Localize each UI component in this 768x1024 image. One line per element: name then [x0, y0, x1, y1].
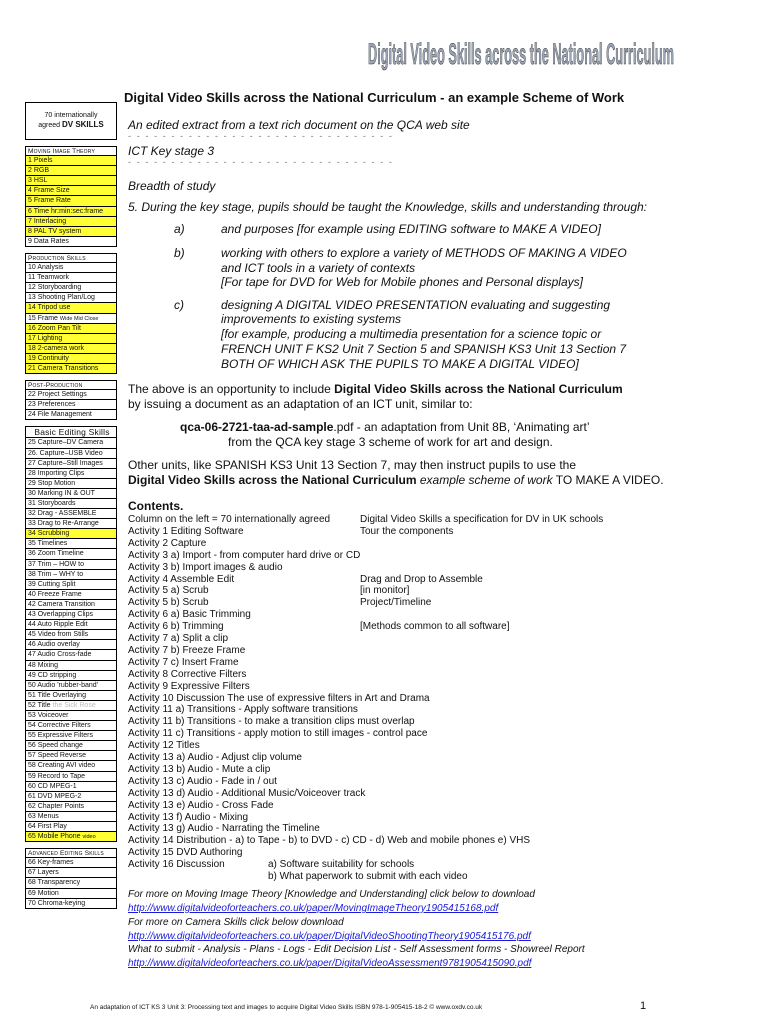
- sidebar-skill-item: [25, 549, 117, 559]
- sidebar-skill-item: [25, 681, 117, 691]
- other-units-bold: Digital Video Skills across the National Curriculum: [128, 473, 417, 487]
- contents-item: Activity 7 b) Freeze Frame: [128, 644, 246, 656]
- item-c-line2: improvements to existing systems: [221, 312, 402, 326]
- other-units-line1: Other units, like SPANISH KS3 Unit 13 Section 7, may then instruct pupils to use the: [128, 458, 576, 472]
- opportunity-line2: by issuing a document as an adaptation of an ICT unit, similar to:: [128, 397, 473, 411]
- sidebar-header-bold: DV SKILLS: [61, 120, 104, 129]
- item-a-label: a): [174, 222, 185, 236]
- qca-line1: [180, 420, 590, 434]
- item-b-line3: [For tape for DVD for Web for Mobile phones and Personal displays]: [221, 275, 583, 289]
- qca-filename: qca-06-2721-taa-ad-sample: [180, 420, 334, 434]
- sidebar-skill-label: 46 Audio overlay: [28, 641, 80, 649]
- sidebar-section-title: Post-Production: [25, 380, 117, 390]
- contents-item: Activity 7 a) Split a clip: [128, 633, 229, 644]
- sidebar-skill-label: 44 Auto Ripple Edit: [28, 621, 88, 629]
- sidebar-skill-label: 35 Timelines: [28, 540, 68, 548]
- sidebar-skill-label: 65 Mobile Phone: [28, 833, 81, 841]
- logo: [366, 34, 678, 74]
- sidebar-skill-label: 34 Scrubbing: [28, 530, 70, 538]
- sidebar-skill-item: [25, 661, 117, 671]
- item-c-line5: BOTH OF WHICH ASK THE PUPILS TO MAKE A DIGITAL VIDEO]: [221, 357, 579, 371]
- sidebar-skill-label: 57 Speed Reverse: [28, 752, 86, 760]
- sidebar-skill-label: 63 Menus: [28, 812, 59, 820]
- contents-item-note: [Methods common to all software]: [360, 621, 510, 633]
- contents-item: Activity 13 f) Audio - Mixing: [128, 811, 249, 823]
- item-c-line4: FRENCH UNIT F KS2 Unit 7 Section 5 and SPANISH KS3 Unit 13 Section 7: [221, 342, 627, 356]
- other-units-line2: [128, 473, 664, 487]
- contents-item: Activity 7 c) Insert Frame: [128, 656, 239, 668]
- sidebar-skill-item: [25, 176, 117, 186]
- sidebar-skill-label: 49 CD stripping: [28, 671, 77, 679]
- sidebar-header: [25, 102, 117, 140]
- sidebar-skill-label: 55 Expressive Filters: [28, 732, 93, 740]
- sidebar-skill-item: [25, 620, 117, 630]
- dash-divider-1: - - - - - - - - - - - - - - - - - - - - - - - - - - - - - - -: [128, 131, 394, 141]
- sidebar-skill-item: [25, 410, 117, 420]
- contents-item: Activity 13 d) Audio - Additional Music/Voiceover track: [128, 787, 366, 799]
- sidebar-skill-item: [25, 314, 117, 324]
- contents-item: Activity 5 a) Scrub: [128, 585, 209, 597]
- sidebar-skill-label: 62 Chapter Points: [28, 802, 85, 810]
- sidebar-skill-item: [25, 509, 117, 519]
- sidebar-skill-label: 67 Layers: [28, 869, 59, 877]
- sidebar-skill-label: 38 Trim – WHY to: [28, 570, 84, 578]
- contents-item: Activity 1 Editing Software: [128, 525, 244, 537]
- other-units-italic: example scheme of work: [416, 473, 553, 487]
- point-5-text: 5. During the key stage, pupils should be taught the Knowledge, skills and understanding through:: [128, 200, 648, 214]
- contents-item-sub: b) What paperwork to submit with each video: [268, 871, 468, 882]
- sidebar-skill-item: [25, 751, 117, 761]
- sidebar-skill-label: 24 File Management: [28, 411, 92, 419]
- sidebar-section-title: Basic Editing Skills: [25, 426, 117, 438]
- sidebar-skill-extra: Wide Mid Close: [59, 315, 99, 322]
- sidebar-skill-item: [25, 671, 117, 681]
- contents-item: Activity 13 b) Audio - Mute a clip: [128, 763, 271, 775]
- sidebar-skill-label: 16 Zoom Pan Tilt: [28, 324, 81, 332]
- contents-item: Activity 11 c) Transitions - apply motion to still images - control pace: [128, 728, 428, 740]
- sidebar-skill-label: 30 Marking IN & OUT: [28, 489, 95, 497]
- sidebar-skill-item: [25, 812, 117, 822]
- sidebar-skill-item: [25, 499, 117, 509]
- sidebar-skill-item: [25, 868, 117, 878]
- sidebar-skill-label: 58 Creating AVI video: [28, 762, 96, 770]
- opportunity-pre: The above is an opportunity to include: [128, 382, 335, 396]
- sidebar-skill-label: 21 Camera Transitions: [28, 364, 99, 372]
- sidebar-skill-item: [25, 832, 117, 842]
- sidebar-skill-label: 27 Capture–Still Images: [28, 459, 103, 467]
- dv-skills-sidebar: [25, 102, 117, 909]
- sidebar-skill-label: 11 Teamwork: [28, 274, 69, 282]
- contents-item: Activity 11 b) Transitions - to make a transition clips must overlap: [128, 716, 415, 728]
- sidebar-skill-item: [25, 691, 117, 701]
- sidebar-skill-label: 42 Camera Transition: [28, 600, 95, 608]
- sidebar-skill-item: [25, 303, 117, 313]
- opportunity-line1: [128, 382, 623, 396]
- sidebar-skill-label: 8 PAL TV system: [28, 227, 82, 235]
- sidebar-skill-label: 9 Data Rates: [28, 237, 69, 245]
- contents-item: Activity 15 DVD Authoring: [128, 847, 243, 859]
- contents-item-sub: a) Software suitability for schools: [268, 859, 415, 871]
- sidebar-skill-label: 17 Lighting: [28, 334, 63, 342]
- sidebar-skill-label: 5 Frame Rate: [28, 197, 71, 205]
- sidebar-skill-label: 47 Audio Cross-fade: [28, 651, 92, 659]
- sidebar-skill-item: [25, 721, 117, 731]
- sidebar-skill-item: [25, 772, 117, 782]
- contents-item: Activity 8 Corrective Filters: [128, 668, 247, 680]
- sidebar-skill-item: [25, 273, 117, 283]
- contents-item: Activity 13 a) Audio - Adjust clip volume: [128, 752, 302, 763]
- sidebar-skill-item: [25, 792, 117, 802]
- contents-item: Activity 12 Titles: [128, 740, 200, 752]
- qca-line2: from the QCA key stage 3 scheme of work for art and design.: [228, 435, 553, 449]
- contents-item: Activity 10 Discussion The use of expressive filters in Art and Drama: [128, 692, 430, 704]
- contents-item: Activity 13 c) Audio - Fade in / out: [128, 775, 277, 787]
- contents-item-note: Tour the components: [360, 525, 454, 537]
- sidebar-skill-item: [25, 156, 117, 166]
- sidebar-skill-label: 39 Cutting Split: [28, 580, 76, 588]
- sidebar-skill-item: [25, 741, 117, 751]
- sidebar-skill-label: 50 Audio 'rubber-band': [28, 681, 99, 689]
- contents-item: Activity 16 Discussion: [128, 859, 225, 871]
- sidebar-skill-item: [25, 390, 117, 400]
- sidebar-skill-item: [25, 196, 117, 206]
- sidebar-skill-item: [25, 519, 117, 529]
- opportunity-bold: Digital Video Skills across the National Curriculum: [334, 382, 623, 396]
- sidebar-skill-label: 52 Title: [28, 701, 51, 709]
- sidebar-skill-label: 43 Overlapping Clips: [28, 611, 93, 619]
- sidebar-skill-item: [25, 802, 117, 812]
- sidebar-skill-item: [25, 479, 117, 489]
- sidebar-skill-label: 10 Analysis: [28, 264, 64, 272]
- contents-item: Activity 3 b) Import images & audio: [128, 561, 283, 573]
- sidebar-skill-item: [25, 217, 117, 227]
- contents-item: Activity 4 Assemble Edit: [128, 573, 235, 585]
- sidebar-skill-item: [25, 570, 117, 580]
- sidebar-section-title: Advanced Editing Skills: [25, 848, 117, 858]
- sidebar-skill-label: 68 Transparency: [28, 879, 81, 887]
- sidebar-skill-item: [25, 469, 117, 479]
- link-shooting-theory[interactable]: http://www.digitalvideoforteachers.co.uk/paper/DigitalVideoShootingTheory1905415176.pdf: [128, 931, 531, 942]
- sidebar-skill-item: [25, 227, 117, 237]
- sidebar-skill-label: 70 Chroma-keying: [28, 899, 86, 907]
- sidebar-skill-label: 36 Zoom Timeline: [28, 550, 84, 558]
- sidebar-section-title: Moving Image Theory: [25, 146, 117, 156]
- sidebar-skill-item: [25, 650, 117, 660]
- breadth-text: Breadth of study: [128, 179, 216, 193]
- sidebar-skill-label: 59 Record to Tape: [28, 772, 86, 780]
- sidebar-skill-label: 60 CD MPEG-1: [28, 782, 77, 790]
- sidebar-skill-extra: video: [82, 834, 96, 841]
- sidebar-skill-label: 32 Drag - ASSEMBLE: [28, 510, 97, 518]
- logo-text: Digital Video Skills across the National Curriculum: [368, 38, 674, 71]
- sidebar-skill-item: [25, 263, 117, 273]
- sidebar-skill-item: [25, 344, 117, 354]
- more-camera-skills: For more on Camera Skills click below download: [128, 917, 344, 928]
- sidebar-skill-label: 23 Preferences: [28, 401, 76, 409]
- sidebar-skill-item: [25, 438, 117, 448]
- keystage-text: ICT Key stage 3: [128, 144, 215, 158]
- sidebar-skill-item: [25, 899, 117, 909]
- sidebar-skill-item: [25, 731, 117, 741]
- item-a-text: and purposes [for example using EDITING software to MAKE A VIDEO]: [221, 222, 601, 236]
- sidebar-skill-dim: the Sick Rose: [52, 701, 96, 709]
- sidebar-skill-item: [25, 539, 117, 549]
- sidebar-skill-item: [25, 782, 117, 792]
- sidebar-skill-label: 69 Motion: [28, 889, 59, 897]
- sidebar-skill-label: 3 HSL: [28, 177, 48, 185]
- sidebar-skill-label: 61 DVD MPEG-2: [28, 792, 82, 800]
- contents-item-note: Digital Video Skills a specification for DV in UK schools: [360, 514, 604, 525]
- sidebar-skill-item: [25, 711, 117, 721]
- sidebar-skill-item: [25, 459, 117, 469]
- item-c-label: c): [174, 298, 184, 312]
- sidebar-skill-label: 4 Frame Size: [28, 187, 70, 195]
- sidebar-skill-label: 19 Continuity: [28, 354, 69, 362]
- contents-item: Activity 6 b) Trimming: [128, 621, 224, 633]
- sidebar-skill-label: 64 First Play: [28, 823, 67, 830]
- page-title: Digital Video Skills across the National Curriculum - an example Scheme of Work: [124, 90, 625, 105]
- sidebar-skill-item: [25, 449, 117, 459]
- sidebar-skill-item: [25, 334, 117, 344]
- sidebar-skill-item: [25, 858, 117, 868]
- contents-item: Column on the left = 70 internationally agreed: [128, 514, 331, 525]
- intro-text: An edited extract from a text rich document on the QCA web site: [128, 118, 470, 132]
- contents-item-note: [in monitor]: [360, 585, 410, 597]
- sidebar-skill-label: 7 Interlacing: [28, 217, 67, 225]
- item-b-label: b): [174, 246, 185, 260]
- sidebar-skill-label: 66 Key-frames: [28, 859, 74, 867]
- sidebar-skill-item: [25, 580, 117, 590]
- sidebar-skill-item: [25, 878, 117, 888]
- sidebar-skill-item: [25, 822, 117, 832]
- sidebar-skill-item: [25, 324, 117, 334]
- sidebar-skill-label: 45 Video from Stills: [28, 631, 89, 639]
- sidebar-skill-item: [25, 166, 117, 176]
- contents-item: Activity 14 Distribution - a) to Tape - b) to DVD - c) CD - d) Web and mobile phones e) VHS: [128, 835, 531, 847]
- sidebar-skill-label: 22 Project Settings: [28, 391, 87, 399]
- sidebar-skill-label: 29 Stop Motion: [28, 479, 76, 487]
- sidebar-skill-item: [25, 529, 117, 539]
- contents-item-note: Project/Timeline: [360, 597, 432, 609]
- sidebar-skill-item: [25, 640, 117, 650]
- sidebar-skill-item: [25, 701, 117, 711]
- sidebar-skill-label: 18 2-camera work: [28, 344, 85, 352]
- sidebar-skill-item: [25, 761, 117, 771]
- sidebar-skill-label: 13 Shooting Plan/Log: [28, 294, 95, 302]
- sidebar-skill-label: 40 Freeze Frame: [28, 590, 82, 598]
- sidebar-skill-label: 31 Storyboards: [28, 500, 76, 507]
- sidebar-skill-item: [25, 237, 117, 247]
- sidebar-skill-label: 14 Tripod use: [28, 304, 71, 312]
- sidebar-section-title: Production Skills: [25, 253, 117, 263]
- sidebar-skill-label: 28 Importing Clips: [28, 469, 85, 477]
- sidebar-skill-label: 56 Speed change: [28, 742, 83, 750]
- sidebar-skill-label: 54 Corrective Filters: [28, 722, 91, 730]
- sidebar-skill-item: [25, 207, 117, 217]
- sidebar-header-line1: 70 internationally: [44, 112, 98, 119]
- sidebar-skill-item: [25, 590, 117, 600]
- qca-rest: .pdf - an adaptation from Unit 8B, ‘Animating art’: [333, 420, 590, 434]
- sidebar-skill-item: [25, 400, 117, 410]
- sidebar-skill-item: [25, 354, 117, 364]
- page-number: 1: [640, 1000, 647, 1012]
- sidebar-skill-item: [25, 600, 117, 610]
- more-moving-image: For more on Moving Image Theory [Knowledge and Understanding] click below to download: [128, 889, 535, 900]
- contents-item: Activity 6 a) Basic Trimming: [128, 609, 251, 621]
- contents-item: Activity 3 a) Import - from computer hard drive or CD: [128, 549, 361, 561]
- contents-title: Contents.: [128, 499, 184, 513]
- sidebar-skill-label: 1 Pixels: [28, 157, 53, 165]
- sidebar-skill-label: 37 Trim – HOW to: [28, 560, 85, 568]
- sidebar-skill-item: [25, 610, 117, 620]
- sidebar-skill-item: [25, 630, 117, 640]
- sidebar-skill-label: 2 RGB: [28, 167, 50, 175]
- sidebar-skill-label: 53 Voiceover: [28, 711, 69, 719]
- contents-item: Activity 5 b) Scrub: [128, 597, 209, 609]
- sidebar-skill-item: [25, 489, 117, 499]
- sidebar-skill-label: 15 Frame: [28, 314, 58, 322]
- item-b-line1: working with others to explore a variety of METHODS OF MAKING A VIDEO: [221, 246, 627, 260]
- item-b-line2: and ICT tools in a variety of contexts: [221, 261, 416, 275]
- sidebar-skill-item: [25, 186, 117, 196]
- sidebar-skill-item: [25, 364, 117, 374]
- item-c-line1: designing A DIGITAL VIDEO PRESENTATION evaluating and suggesting: [221, 298, 611, 312]
- sidebar-skill-label: 12 Storyboarding: [28, 284, 82, 292]
- contents-item: Activity 11 a) Transitions - Apply software transitions: [128, 704, 358, 716]
- sidebar-skill-label: 25 Capture–DV Camera: [28, 439, 104, 447]
- sidebar-header-line2: agreed: [38, 122, 61, 129]
- contents-item: Activity 13 e) Audio - Cross Fade: [128, 799, 274, 811]
- sidebar-skill-label: 33 Drag to Re-Arrange: [28, 520, 99, 528]
- contents-item: Activity 2 Capture: [128, 537, 207, 549]
- contents-item: Activity 13 g) Audio - Narrating the Timeline: [128, 823, 320, 835]
- sidebar-skill-label: 26. Capture–USB Video: [28, 449, 103, 457]
- contents-item-note: Drag and Drop to Assemble: [360, 573, 483, 585]
- contents-item: Activity 9 Expressive Filters: [128, 680, 250, 692]
- item-c-line3: [for example, producing a multimedia presentation for a science topic or: [221, 327, 602, 341]
- sidebar-skill-label: 48 Mixing: [28, 661, 58, 669]
- link-moving-image-theory[interactable]: http://www.digitalvideoforteachers.co.uk/paper/MovingImageTheory1905415168.pdf: [128, 903, 499, 914]
- other-units-end: TO MAKE A VIDEO.: [552, 473, 664, 487]
- sidebar-skill-item: [25, 283, 117, 293]
- sidebar-skill-item: [25, 560, 117, 570]
- sidebar-skill-item: [25, 293, 117, 303]
- sidebar-skill-item: [25, 889, 117, 899]
- footer-text: An adaptation of ICT KS 3 Unit 3: Processing text and images to acquire Digital Video Skills ISBN 978-1-905415-18-2 © www.oxdv.co.uk: [90, 1004, 483, 1011]
- link-assessment[interactable]: http://www.digitalvideoforteachers.co.uk/paper/DigitalVideoAssessment9781905415090.pdf: [128, 958, 532, 969]
- dash-divider-2: - - - - - - - - - - - - - - - - - - - - - - - - - - - - - - -: [128, 157, 394, 167]
- sidebar-skill-label: 6 Time hr:min:sec:frame: [28, 207, 104, 215]
- sidebar-skill-label: 51 Title Overlaying: [28, 691, 86, 699]
- more-what-to-submit: What to submit - Analysis - Plans - Logs - Edit Decision List - Self Assessment forms - Showreel Report: [128, 944, 585, 955]
